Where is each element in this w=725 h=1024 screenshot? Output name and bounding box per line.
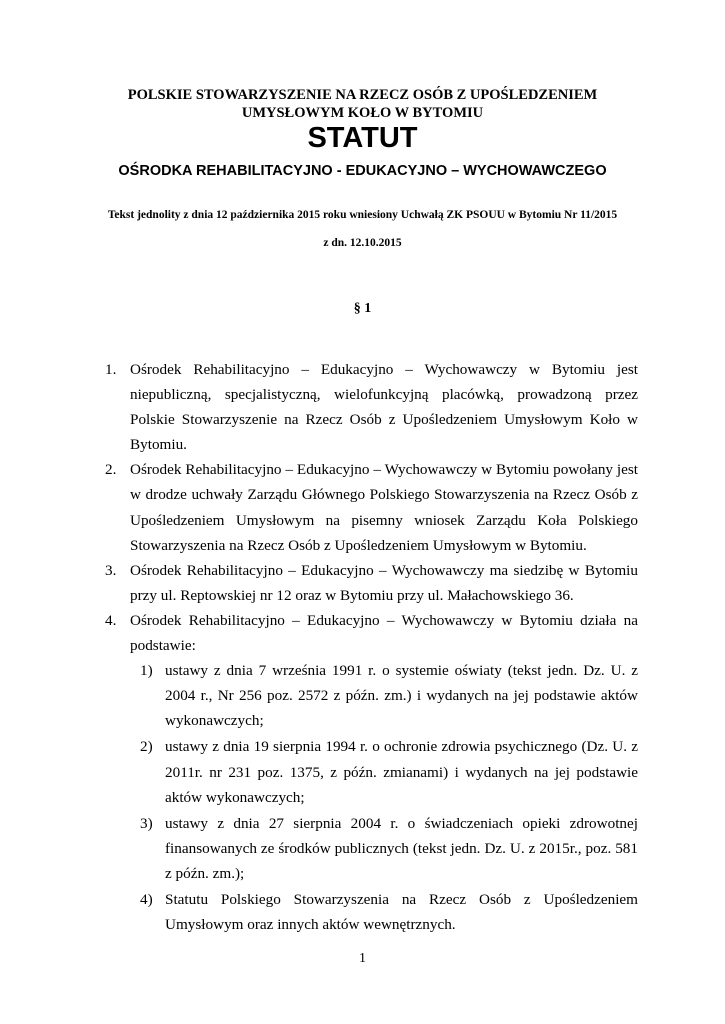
sub-list-item-text: Statutu Polskiego Stowarzyszenia na Rzecz Osób z Upośledzeniem Umysłowym oraz innych aktów wewnętrznych.	[165, 890, 638, 934]
list-item-text: Ośrodek Rehabilitacyjno – Edukacyjno – Wychowawczy w Bytomiu działa na podstawie:	[130, 611, 638, 655]
list-item-text: Ośrodek Rehabilitacyjno – Edukacyjno – Wychowawczy w Bytomiu jest niepubliczną, specjalistyczną, wielofunkcyjną placówką, prowadzoną przez Polskie Stowarzyszenie na Rzecz Osób z Upośledzeniem Umysłowym Koło w Bytomiu.	[130, 361, 638, 454]
page-number: 1	[359, 951, 366, 966]
list-item-number: 1.	[105, 361, 117, 378]
document-title: STATUT	[307, 122, 418, 154]
document-subtitle: OŚRODKA REHABILITACYJNO - EDUKACYJNO – WYCHOWAWCZEGO	[118, 163, 607, 179]
list-item	[0, 558, 725, 608]
sub-list-item-text: ustawy z dnia 19 sierpnia 1994 r. o ochronie zdrowia psychicznego (Dz. U. z 2011r. nr 231 poz. 1375, z późn. zmianami) i wydanych na jej podstawie aktów wykonawczych;	[165, 738, 638, 806]
organization-line: UMYSŁOWYM KOŁO W BYTOMIU	[241, 105, 484, 121]
sub-list-item-number: 1)	[140, 662, 153, 680]
document-date: z dn. 12.10.2015	[323, 237, 402, 249]
sub-list-item-text: ustawy z dnia 7 września 1991 r. o systemie oświaty (tekst jedn. Dz. U. z 2004 r., Nr 256 poz. 2572 z późn. zm.) i wydanych na jej podstawie aktów wykonawczych;	[165, 662, 638, 730]
list-item	[0, 357, 725, 457]
organization-name	[0, 86, 725, 122]
section-heading: § 1	[353, 301, 372, 316]
list-item	[0, 457, 725, 557]
list-item	[0, 608, 725, 658]
sub-list-item-number: 2)	[140, 738, 153, 756]
organization-line: POLSKIE STOWARZYSZENIE NA RZECZ OSÓB Z UPOŚLEDZENIEM	[127, 87, 598, 103]
sub-list-item	[0, 811, 725, 886]
sub-list-item	[0, 887, 725, 937]
list-item-number: 2.	[105, 461, 117, 479]
sub-list-item-number: 3)	[140, 814, 153, 832]
sub-list-item-number: 4)	[140, 890, 153, 908]
sub-list-item	[0, 734, 725, 809]
numbered-list	[0, 357, 725, 937]
list-item-number: 3.	[105, 561, 117, 579]
consolidated-text-info: Tekst jednolity z dnia 12 października 2015 roku wniesiony Uchwałą ZK PSOUU w Bytomiu Nr 11/2015	[107, 209, 618, 221]
list-item-number: 4.	[105, 611, 117, 629]
sub-list-item	[0, 658, 725, 733]
list-item-text: Ośrodek Rehabilitacyjno – Edukacyjno – Wychowawczy w Bytomiu powołany jest w drodze uchwały Zarządu Głównego Polskiego Stowarzyszenia na Rzecz Osób z Upośledzeniem Umysłowym na pisemny wniosek Zarządu Koła Polskiego Stowarzyszenia na Rzecz Osób z Upośledzeniem Umysłowym w Bytomiu.	[130, 461, 638, 554]
list-item-text: Ośrodek Rehabilitacyjno – Edukacyjno – Wychowawczy ma siedzibę w Bytomiu przy ul. Reptowskiej nr 12 oraz w Bytomiu przy ul. Małachowskiego 36.	[130, 561, 638, 604]
sub-list-item-text: ustawy z dnia 27 sierpnia 2004 r. o świadczeniach opieki zdrowotnej finansowanych ze środków publicznych (tekst jedn. Dz. U. z 2015r., poz. 581 z późn. zm.);	[165, 814, 638, 882]
